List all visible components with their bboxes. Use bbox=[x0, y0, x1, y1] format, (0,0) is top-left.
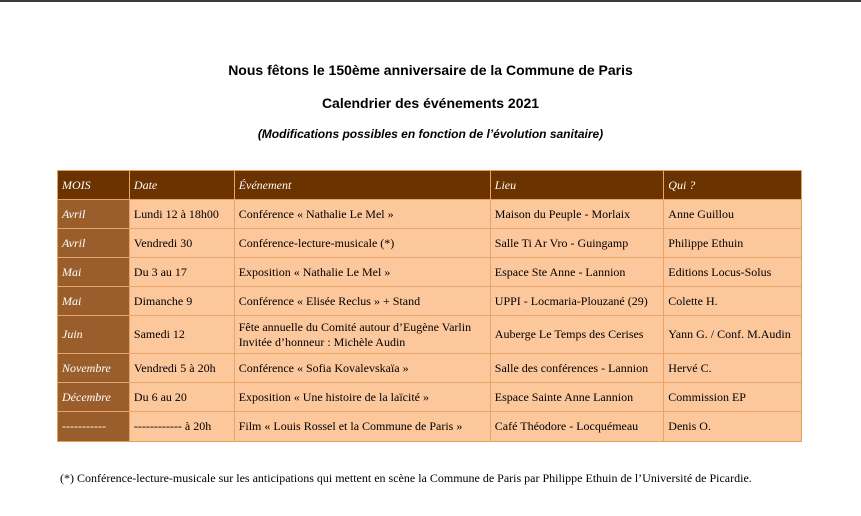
cell-lieu: Auberge Le Temps des Cerises bbox=[491, 316, 665, 354]
table-row bbox=[58, 229, 801, 258]
table-row bbox=[58, 287, 801, 316]
cell-mois: Mai bbox=[58, 287, 130, 316]
cell-qui: Hervé C. bbox=[664, 354, 801, 383]
cell-evenement: Exposition « Nathalie Le Mel » bbox=[235, 258, 491, 287]
cell-evenement: Exposition « Une histoire de la laïcité » bbox=[235, 383, 491, 412]
cell-lieu: Espace Ste Anne - Lannion bbox=[491, 258, 665, 287]
cell-lieu: Salle des conférences - Lannion bbox=[491, 354, 665, 383]
cell-mois: Avril bbox=[58, 200, 130, 229]
cell-evenement bbox=[235, 316, 491, 354]
cell-evenement: Conférence-lecture-musicale (*) bbox=[235, 229, 491, 258]
cell-mois: Juin bbox=[58, 316, 130, 354]
cell-mois: Novembre bbox=[58, 354, 130, 383]
cell-date: ------------ à 20h bbox=[130, 412, 235, 441]
table-row bbox=[58, 383, 801, 412]
column-header-mois: MOIS bbox=[58, 171, 130, 200]
column-header-lieu: Lieu bbox=[491, 171, 665, 200]
cell-date: Lundi 12 à 18h00 bbox=[130, 200, 235, 229]
cell-qui: Colette H. bbox=[664, 287, 801, 316]
page-title: Nous fêtons le 150ème anniversaire de la Commune de Paris bbox=[228, 62, 633, 78]
column-header-qui: Qui ? bbox=[664, 171, 801, 200]
cell-lieu: UPPI - Locmaria-Plouzané (29) bbox=[491, 287, 665, 316]
cell-qui: Denis O. bbox=[664, 412, 801, 441]
table-row bbox=[58, 200, 801, 229]
cell-evenement: Conférence « Elisée Reclus » + Stand bbox=[235, 287, 491, 316]
cell-qui: Anne Guillou bbox=[664, 200, 801, 229]
cell-lieu: Salle Ti Ar Vro - Guingamp bbox=[491, 229, 665, 258]
cell-qui: Yann G. / Conf. M.Audin bbox=[664, 316, 801, 354]
cell-mois: ----------- bbox=[58, 412, 130, 441]
cell-date: Du 3 au 17 bbox=[130, 258, 235, 287]
cell-date: Samedi 12 bbox=[130, 316, 235, 354]
cell-mois: Mai bbox=[58, 258, 130, 287]
sanitary-note: (Modifications possibles en fonction de l’évolution sanitaire) bbox=[257, 127, 604, 141]
calendar-subtitle: Calendrier des événements 2021 bbox=[321, 95, 540, 111]
cell-qui: Editions Locus-Solus bbox=[664, 258, 801, 287]
cell-evenement: Film « Louis Rossel et la Commune de Paris » bbox=[235, 412, 491, 441]
cell-date: Dimanche 9 bbox=[130, 287, 235, 316]
table-header-row bbox=[58, 171, 801, 200]
table-row bbox=[58, 258, 801, 287]
cell-lieu: Espace Sainte Anne Lannion bbox=[491, 383, 665, 412]
cell-qui: Philippe Ethuin bbox=[664, 229, 801, 258]
column-header-evenement: Événement bbox=[235, 171, 491, 200]
cell-lieu: Maison du Peuple - Morlaix bbox=[491, 200, 665, 229]
cell-date: Vendredi 5 à 20h bbox=[130, 354, 235, 383]
cell-mois: Décembre bbox=[58, 383, 130, 412]
cell-evenement-line: Fête annuelle du Comité autour d’Eugène Varlin bbox=[238, 319, 472, 334]
cell-qui: Commission EP bbox=[664, 383, 801, 412]
cell-evenement-line: Invitée d’honneur : Michèle Audin bbox=[238, 334, 406, 349]
cell-lieu: Café Théodore - Locquémeau bbox=[491, 412, 665, 441]
cell-evenement: Conférence « Nathalie Le Mel » bbox=[235, 200, 491, 229]
cell-date: Du 6 au 20 bbox=[130, 383, 235, 412]
table-row bbox=[58, 412, 801, 441]
table-row bbox=[58, 354, 801, 383]
footnote: (*) Conférence-lecture-musicale sur les anticipations qui mettent en scène la Commune de Paris par Philippe Ethuin de l’Université de Picardie. bbox=[60, 471, 752, 485]
cell-evenement: Conférence « Sofia Kovalevskaïa » bbox=[235, 354, 491, 383]
column-header-date: Date bbox=[130, 171, 235, 200]
table-row bbox=[58, 316, 801, 354]
cell-mois: Avril bbox=[58, 229, 130, 258]
events-table bbox=[57, 170, 802, 442]
cell-date: Vendredi 30 bbox=[130, 229, 235, 258]
